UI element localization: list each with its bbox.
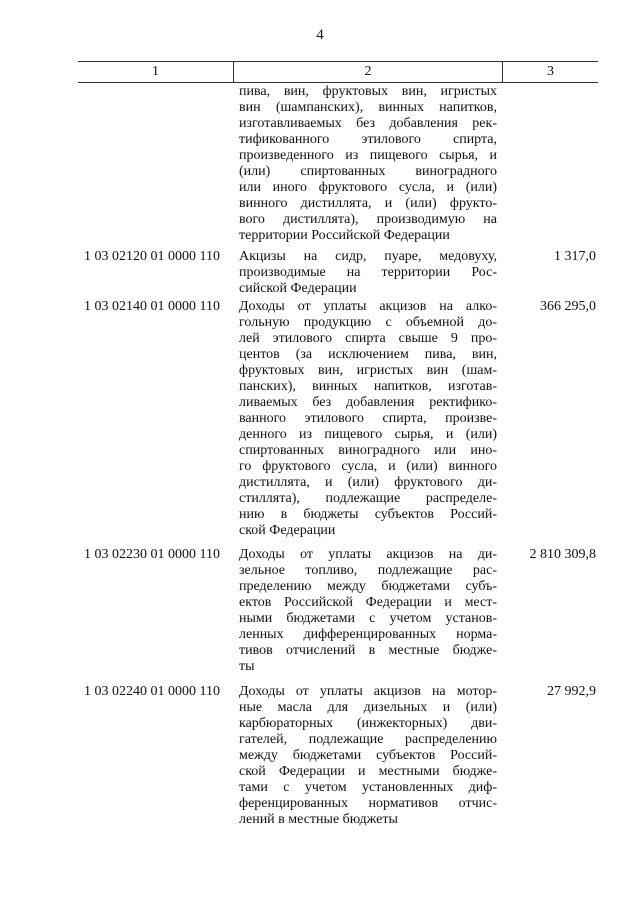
- description-line: сийской Федерации: [239, 281, 357, 296]
- description-line: Доходы от уплаты акцизов на мотор-: [239, 684, 497, 699]
- amount: 366 295,0: [540, 299, 596, 314]
- description-line: ванного этилового спирта, произве-: [239, 411, 497, 426]
- description-line: гателей, подлежащие распределению: [239, 732, 497, 747]
- description-line: ными бюджетами с учетом установ-: [239, 611, 497, 626]
- description-line: гольную продукцию с объемной до-: [239, 315, 497, 330]
- revenue-description: [233, 84, 503, 246]
- description-line: ской Федерации и местными бюдже-: [239, 764, 497, 779]
- amount: 27 992,9: [547, 684, 596, 699]
- description-line: между бюджетами субъектов Россий-: [239, 748, 497, 763]
- description-line: дистиллята, и (или) фруктового ди-: [239, 475, 497, 490]
- description-line: тами с учетом установленных диф-: [239, 780, 497, 795]
- description-line: фруктовых вин, игристых вин (шам-: [239, 363, 497, 378]
- description-line: или иного фруктового сусла, и (или): [239, 180, 497, 195]
- description-line: ные масла для дизельных и (или): [239, 700, 497, 715]
- budget-code: 1 03 02120 01 0000 110: [84, 249, 220, 264]
- description-line: панских), винных напитков, изготав-: [239, 379, 497, 394]
- description-line: ливаемых без добавления ректифико-: [239, 395, 497, 410]
- column-header-1: 1: [152, 64, 159, 79]
- budget-code: 1 03 02140 01 0000 110: [84, 299, 220, 314]
- revenue-description: [233, 249, 503, 297]
- description-line: нию в бюджеты субъектов Россий-: [239, 507, 497, 522]
- description-line: ектов Российской Федерации и мест-: [239, 595, 497, 610]
- revenue-description: [233, 684, 503, 828]
- table-row: [78, 84, 598, 246]
- description-line: территории Российской Федерации: [239, 228, 450, 243]
- description-line: пива, вин, фруктовых вин, игристых: [239, 84, 497, 99]
- amount: 1 317,0: [554, 249, 596, 264]
- table-row: [78, 547, 598, 675]
- description-line: денного из пищевого сырья, и (или): [239, 427, 497, 442]
- description-line: Доходы от уплаты акцизов на алко-: [239, 299, 497, 314]
- budget-table: [78, 84, 598, 828]
- amount: [503, 84, 598, 246]
- revenue-description: [233, 299, 503, 539]
- description-line: (или) спиртованных виноградного: [239, 164, 497, 179]
- column-header-3: 3: [547, 64, 554, 79]
- budget-code: 1 03 02230 01 0000 110: [84, 547, 220, 562]
- description-line: ленных дифференцированных норма-: [239, 627, 497, 642]
- budget-code: [78, 84, 233, 246]
- description-line: вин (шампанских), винных напитков,: [239, 100, 497, 115]
- description-line: Доходы от уплаты акцизов на ди-: [239, 547, 497, 562]
- page-number: 4: [316, 27, 324, 43]
- budget-code: 1 03 02240 01 0000 110: [84, 684, 220, 699]
- description-line: ференцированных нормативов отчис-: [239, 796, 497, 811]
- description-line: лей этилового спирта свыше 9 про-: [239, 331, 497, 346]
- description-line: ской Федерации: [239, 523, 336, 538]
- description-line: пределению между бюджетами субъ-: [239, 579, 497, 594]
- description-line: производимые на территории Рос-: [239, 265, 497, 280]
- revenue-description: [233, 547, 503, 675]
- description-line: лений в местные бюджеты: [239, 812, 398, 827]
- description-line: стиллята), подлежащие распределе-: [239, 491, 497, 506]
- table-row: [78, 684, 598, 828]
- description-line: тификованного этилового спирта,: [239, 132, 497, 147]
- description-line: изготавливаемых без добавления рек-: [239, 116, 497, 131]
- description-line: Акцизы на сидр, пуаре, медовуху,: [239, 249, 497, 264]
- description-line: тивов отчислений в местные бюдже-: [239, 643, 497, 658]
- description-line: го фруктового сусла, и (или) винного: [239, 459, 497, 474]
- table-row: [78, 249, 598, 297]
- column-header-2: 2: [233, 62, 503, 82]
- description-line: винного дистиллята, и (или) фрукто-: [239, 196, 497, 211]
- description-line: ты: [239, 659, 255, 674]
- description-line: вого дистиллята), производимую на: [239, 212, 497, 227]
- table-row: [78, 299, 598, 539]
- description-line: произведенного из пищевого сырья, и: [239, 148, 497, 163]
- amount: 2 810 309,8: [529, 547, 596, 562]
- table-header: [78, 61, 598, 83]
- description-line: зельное топливо, подлежащие рас-: [239, 563, 497, 578]
- description-line: центов (за исключением пива, вин,: [239, 347, 497, 362]
- description-line: спиртованных виноградного или ино-: [239, 443, 497, 458]
- description-line: карбюраторных (инжекторных) дви-: [239, 716, 497, 731]
